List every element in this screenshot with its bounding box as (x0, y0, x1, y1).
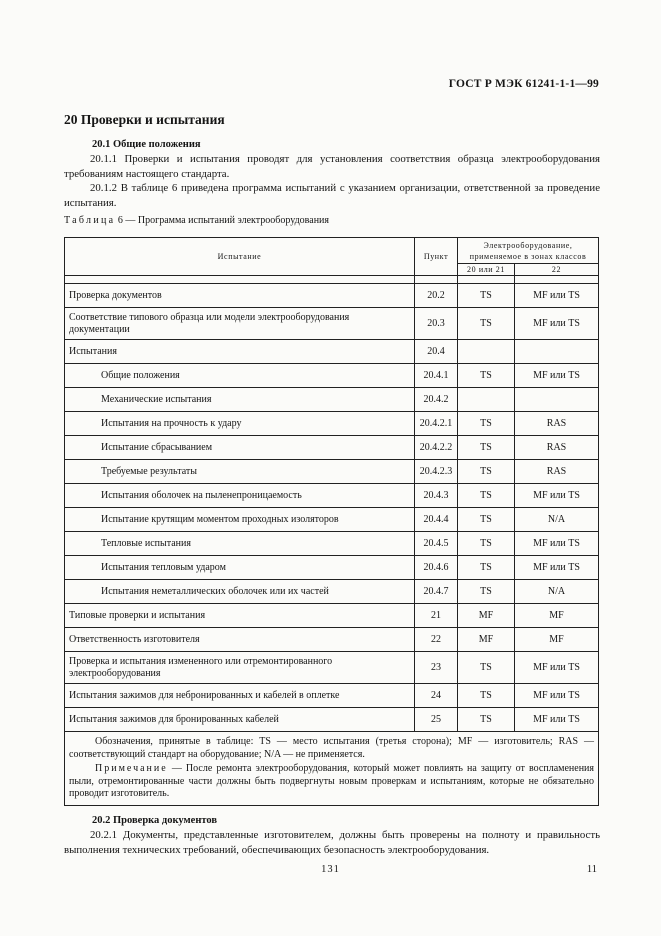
table-note-text: — После ремонта электрооборудования, который может повлиять на защиту от воспламенения пыли, отремонтированные части должны быть подвергнуты новым проверкам и испытаниям, которые не обязательно проводит изготовитель. (69, 763, 595, 799)
zone-22-cell: MF или TS (515, 364, 599, 388)
test-name-cell: Испытания зажимов для небронированных и кабелей в оплетке (65, 684, 415, 708)
test-name-cell: Испытания оболочек на пыленепроницаемость (65, 484, 415, 508)
table-caption (64, 215, 329, 226)
test-program-table (64, 237, 599, 806)
table-row (65, 532, 599, 556)
zone-20-21-cell (458, 388, 515, 412)
zone-20-21-cell: TS (458, 508, 515, 532)
zone-20-21-cell: TS (458, 652, 515, 684)
zone-20-21-cell: TS (458, 532, 515, 556)
table-body (65, 238, 599, 806)
clause-cell: 20.4.5 (415, 532, 458, 556)
zone-22-cell (515, 340, 599, 364)
table-note (69, 763, 594, 801)
table-caption-word: Таблица (64, 215, 116, 226)
zone-22-cell: MF или TS (515, 532, 599, 556)
paragraph-20-1-2: 20.1.2 В таблице 6 приведена программа испытаний с указанием организации, ответственной за проведение испытания. (64, 182, 600, 209)
table-note-row (65, 732, 599, 806)
table-row (65, 484, 599, 508)
header-clause: Пункт (415, 238, 458, 276)
zone-20-21-cell: TS (458, 580, 515, 604)
clause-cell: 20.4.7 (415, 580, 458, 604)
zone-20-21-cell: TS (458, 412, 515, 436)
table-header-row (65, 238, 599, 264)
subsection-title-documents: 20.2 Проверка документов (92, 815, 218, 826)
table-row (65, 460, 599, 484)
test-name-cell: Требуемые результаты (65, 460, 415, 484)
clause-cell: 21 (415, 604, 458, 628)
zone-20-21-cell: TS (458, 364, 515, 388)
table-row (65, 652, 599, 684)
test-name-cell: Испытания тепловым ударом (65, 556, 415, 580)
zone-22-cell: N/A (515, 580, 599, 604)
test-name-cell: Испытания на прочность к удару (65, 412, 415, 436)
clause-cell: 24 (415, 684, 458, 708)
header-zones: Электрооборудование, применяемое в зонах классов (458, 238, 599, 264)
clause-cell: 20.3 (415, 308, 458, 340)
clause-cell: 20.4.2.1 (415, 412, 458, 436)
clause-cell: 20.4.1 (415, 364, 458, 388)
zone-20-21-cell: TS (458, 708, 515, 732)
table-note-cell (65, 732, 599, 806)
document-code: ГОСТ Р МЭК 61241-1-1—99 (448, 78, 599, 90)
table-row (65, 364, 599, 388)
table-caption-text: 6 — Программа испытаний электрооборудования (115, 215, 330, 226)
test-name-cell: Проверка и испытания измененного или отремонтированного электрооборудования (65, 652, 415, 684)
zone-20-21-cell (458, 340, 515, 364)
zone-20-21-cell: MF (458, 628, 515, 652)
zone-22-cell: RAS (515, 412, 599, 436)
section-title: 20 Проверки и испытания (64, 112, 225, 127)
zone-22-cell: RAS (515, 460, 599, 484)
clause-cell: 20.4.2.2 (415, 436, 458, 460)
zone-22-cell: MF или TS (515, 708, 599, 732)
header-zone-22: 22 (515, 264, 599, 276)
table-row (65, 604, 599, 628)
test-name-cell: Соответствие типового образца или модели электрооборудования документации (65, 308, 415, 340)
clause-cell: 25 (415, 708, 458, 732)
test-name-cell: Общие положения (65, 364, 415, 388)
zone-20-21-cell: MF (458, 604, 515, 628)
test-name-cell: Испытания неметаллических оболочек или их частей (65, 580, 415, 604)
table-legend: Обозначения, принятые в таблице: TS — место испытания (третья сторона); MF — изготовитель; RAS — соответствующий стандарт на оборудование; N/A — не применяется. (69, 736, 595, 760)
clause-cell: 20.4.2 (415, 388, 458, 412)
subsection-title-general: 20.1 Общие положения (92, 139, 201, 150)
test-name-cell: Испытания зажимов для бронированных кабелей (65, 708, 415, 732)
zone-22-cell: MF или TS (515, 652, 599, 684)
zone-22-cell: MF или TS (515, 556, 599, 580)
header-zone-20-21: 20 или 21 (458, 264, 515, 276)
zone-22-cell: MF или TS (515, 484, 599, 508)
zone-22-cell: MF или TS (515, 308, 599, 340)
header-test: Испытание (65, 238, 415, 276)
test-name-cell: Механические испытания (65, 388, 415, 412)
paragraph-20-1-1: 20.1.1 Проверки и испытания проводят для установления соответствия образца электрооборудования требованиям настоящего стандарта. (64, 153, 600, 180)
table-row (65, 684, 599, 708)
zone-20-21-cell: TS (458, 484, 515, 508)
zone-20-21-cell: TS (458, 284, 515, 308)
zone-20-21-cell: TS (458, 556, 515, 580)
page-number-right: 11 (586, 864, 597, 875)
zone-22-cell: MF (515, 604, 599, 628)
zone-22-cell (515, 388, 599, 412)
test-name-cell: Ответственность изготовителя (65, 628, 415, 652)
clause-cell: 20.4.2.3 (415, 460, 458, 484)
table-row (65, 556, 599, 580)
test-name-cell: Испытания (65, 340, 415, 364)
table-row (65, 308, 599, 340)
test-name-cell: Испытание крутящим моментом проходных изоляторов (65, 508, 415, 532)
table-row (65, 284, 599, 308)
clause-cell: 20.4.3 (415, 484, 458, 508)
zone-22-cell: MF или TS (515, 284, 599, 308)
page-number-center: 131 (321, 864, 340, 875)
table-row (65, 628, 599, 652)
zone-20-21-cell: TS (458, 308, 515, 340)
table-row (65, 388, 599, 412)
zone-22-cell: MF (515, 628, 599, 652)
clause-cell: 23 (415, 652, 458, 684)
table-row (65, 412, 599, 436)
zone-20-21-cell: TS (458, 436, 515, 460)
clause-cell: 20.4 (415, 340, 458, 364)
paragraph-20-2-1: 20.2.1 Документы, представленные изготовителем, должны быть проверены на полноту и правильность выполнения технических требований, обеспечивающих безопасность электрооборудования. (64, 829, 600, 856)
table-row (65, 436, 599, 460)
table-row (65, 580, 599, 604)
zone-20-21-cell: TS (458, 684, 515, 708)
zone-22-cell: MF или TS (515, 684, 599, 708)
table-row (65, 508, 599, 532)
table-note-word: Примечание (95, 763, 168, 774)
test-name-cell: Типовые проверки и испытания (65, 604, 415, 628)
test-name-cell: Тепловые испытания (65, 532, 415, 556)
test-name-cell: Испытание сбрасыванием (65, 436, 415, 460)
clause-cell: 22 (415, 628, 458, 652)
table-row (65, 340, 599, 364)
test-name-cell: Проверка документов (65, 284, 415, 308)
zone-22-cell: N/A (515, 508, 599, 532)
clause-cell: 20.4.6 (415, 556, 458, 580)
clause-cell: 20.4.4 (415, 508, 458, 532)
table-spacer-row (65, 276, 599, 284)
table-row (65, 708, 599, 732)
clause-cell: 20.2 (415, 284, 458, 308)
zone-20-21-cell: TS (458, 460, 515, 484)
zone-22-cell: RAS (515, 436, 599, 460)
